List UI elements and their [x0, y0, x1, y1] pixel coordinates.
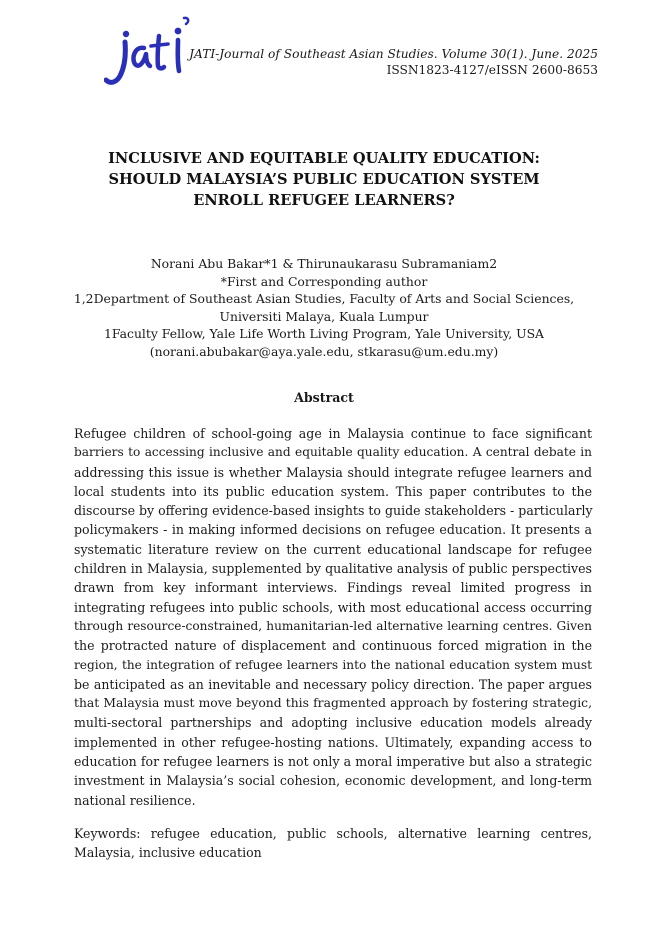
affiliation-line: 1Faculty Fellow, Yale Life Worth Living Program, Yale University, USA: [103, 326, 545, 342]
abstract-line: be anticipated as an inevitable and necessary policy direction. The paper argues: [74, 676, 592, 692]
title-line: INCLUSIVE AND EQUITABLE QUALITY EDUCATION:: [108, 150, 540, 167]
abstract-line: education for refugee learners is not only a moral imperative but also a strategic: [74, 754, 592, 770]
paper-title: [40, 148, 608, 211]
abstract-line: policymakers - in making informed decisions on refugee education. It presents a: [74, 522, 592, 538]
corresponding-note: *First and Corresponding author: [220, 273, 428, 289]
jati-logo: [104, 14, 199, 90]
abstract-heading: Abstract: [294, 390, 354, 405]
abstract-line: drawn from key informant interviews. Findings reveal limited progress in: [74, 580, 592, 596]
logo-text: jati: [104, 14, 106, 15]
affiliation-line: Universiti Malaya, Kuala Lumpur: [219, 308, 429, 324]
issn-line: ISSN1823-4127/eISSN 2600-8653: [386, 63, 598, 77]
abstract-line: children in Malaysia, supplemented by qualitative analysis of public perspectives: [74, 561, 592, 577]
abstract-line: the protracted nature of displacement and continuous forced migration in the: [74, 638, 592, 654]
author-names: Norani Abu Bakar*1 & Thirunaukarasu Subramaniam2: [150, 256, 498, 271]
abstract-line: Refugee children of school-going age in Malaysia continue to face significant: [74, 426, 592, 441]
abstract-line: implemented in other refugee-hosting nations. Ultimately, expanding access to: [74, 734, 592, 750]
author-block: [40, 255, 608, 361]
abstract-line: investment in Malaysia’s social cohesion, economic development, and long-term: [74, 773, 592, 789]
title-line: SHOULD MALAYSIA’S PUBLIC EDUCATION SYSTEM: [108, 171, 540, 188]
journal-citation: JATI-Journal of Southeast Asian Studies. Volume 30(1). June. 2025: [189, 47, 598, 61]
abstract-line: integrating refugees into public schools, with most educational access occurring: [74, 599, 592, 615]
keywords-block: [74, 824, 592, 863]
abstract-line: multi-sectoral partnerships and adopting inclusive education models already: [74, 715, 592, 731]
abstract-line: through resource-constrained, humanitarian-led alternative learning centres. Given: [74, 618, 592, 633]
affiliation-line: 1,2Department of Southeast Asian Studies, Faculty of Arts and Social Sciences,: [73, 291, 575, 307]
abstract-line: addressing this issue is whether Malaysia should integrate refugee learners and: [74, 464, 592, 480]
keywords-line: Keywords: refugee education, public schools, alternative learning centres,: [74, 826, 592, 841]
abstract-line: region, the integration of refugee learners into the national education system must: [74, 657, 592, 672]
title-line: ENROLL REFUGEE LEARNERS?: [193, 192, 455, 209]
keywords-line: Malaysia, inclusive education: [74, 845, 262, 861]
abstract-line: barriers to accessing inclusive and equitable quality education. A central debate in: [74, 445, 592, 460]
abstract-line: systematic literature review on the current educational landscape for refugee: [74, 541, 592, 557]
abstract-line: that Malaysia must move beyond this fragmented approach by fostering strategic,: [74, 696, 592, 711]
abstract-body: [74, 424, 592, 810]
author-emails: (norani.abubakar@aya.yale.edu, stkarasu@um.edu.my): [149, 343, 499, 359]
abstract-line: local students into its public education system. This paper contributes to the: [74, 483, 592, 499]
abstract-line: discourse by offering evidence-based insights to guide stakeholders - particularly: [74, 503, 593, 519]
abstract-line: national resilience.: [74, 792, 196, 808]
